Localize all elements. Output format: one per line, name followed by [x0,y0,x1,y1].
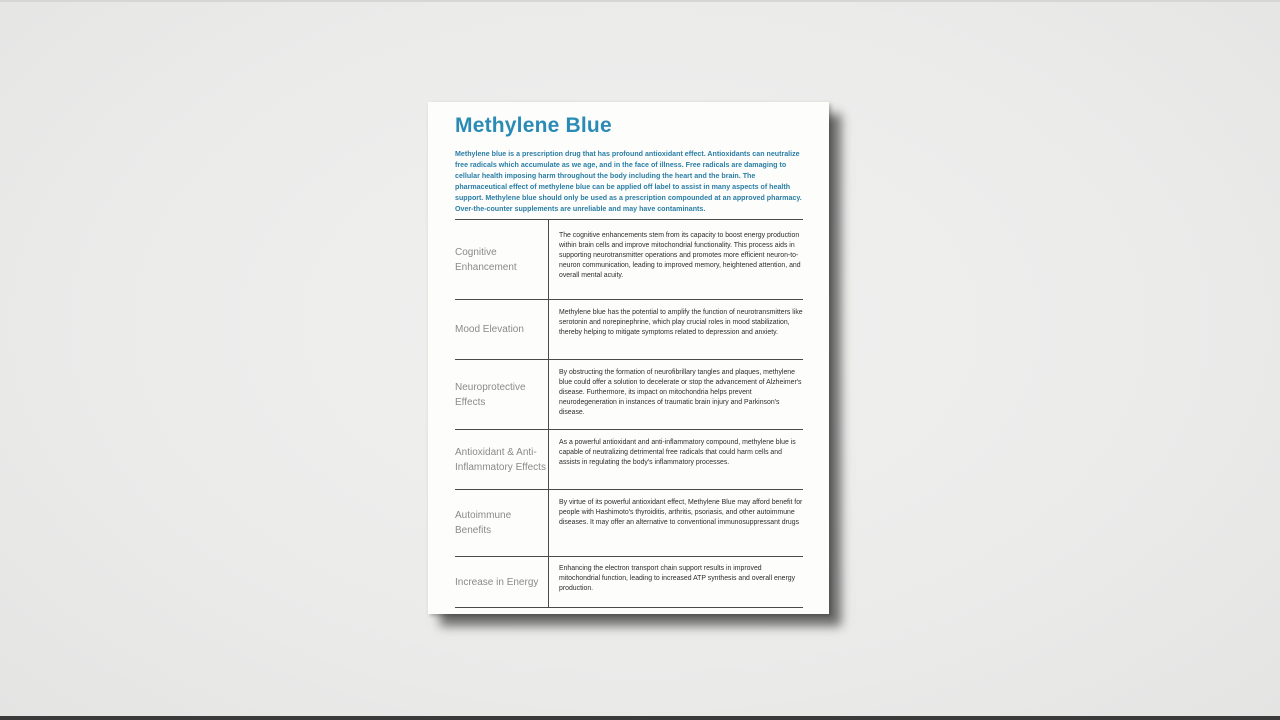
benefits-table [455,219,803,608]
row-label: Neuroprotective Effects [455,360,549,429]
document-title: Methylene Blue [455,114,612,137]
table-row [455,300,803,360]
row-label: Autoimmune Benefits [455,490,549,556]
row-description: By obstructing the formation of neurofibrillary tangles and plaques, methylene blue could offer a solution to decelerate or stop the advancement of Alzheimer's disease. Furthermore, its impact on mitochondria helps prevent neurodegeneration in instances of traumatic brain injury and Parkinson's disease. [559,369,802,417]
row-label: Cognitive Enhancement [455,220,549,299]
document-sheet [428,102,829,614]
table-row [455,360,803,430]
row-label: Mood Elevation [455,300,549,359]
top-edge-line [0,0,1280,2]
row-description: By virtue of its powerful antioxidant effect, Methylene Blue may afford benefit for people with Hashimoto's thyroiditis, arthritis, psoriasis, and other autoimmune diseases. It may offer an alternative to conventional immunosuppressant drugs [559,499,803,527]
bottom-edge-bar [0,716,1280,720]
document-content [455,112,803,608]
row-description: As a powerful antioxidant and anti-inflammatory compound, methylene blue is capable of neutralizing detrimental free radicals that could harm cells and assists in regulating the body's inflammatory processes. [559,439,796,467]
row-description: Methylene blue has the potential to amplify the function of neurotransmitters like serotonin and norepinephrine, which play crucial roles in mood stabilization, thereby helping to mitigate symptoms related to depression and anxiety. [559,309,803,337]
table-row [455,557,803,608]
intro-paragraph: Methylene blue is a prescription drug that has profound antioxidant effect. Antioxidants can neutralize free radicals which accumulate as we age, and in the face of illness. Free radicals are damaging to cellular health imposing harm throughout the body including the heart and the brain. The pharmaceutical effect of methylene blue can be applied off label to assist in many aspects of health support. Methylene blue should only be used as a prescription compounded at an approved pharmacy. Over-the-counter supplements are unreliable and may have contaminants. [455,150,802,213]
row-description: Enhancing the electron transport chain support results in improved mitochondrial function, leading to increased ATP synthesis and overall energy production. [559,565,796,593]
table-row [455,430,803,490]
row-description: The cognitive enhancements stem from its capacity to boost energy production within brain cells and improve mitochondrial functionality. This process aids in supporting neurotransmitter operations and promotes more efficient neuron-to-neuron communication, leading to improved memory, heightened attention, and overall mental acuity. [559,232,801,280]
row-label: Antioxidant & Anti-Inflammatory Effects [455,430,549,489]
table-row [455,220,803,300]
row-label: Increase in Energy [455,557,549,607]
table-row [455,490,803,557]
